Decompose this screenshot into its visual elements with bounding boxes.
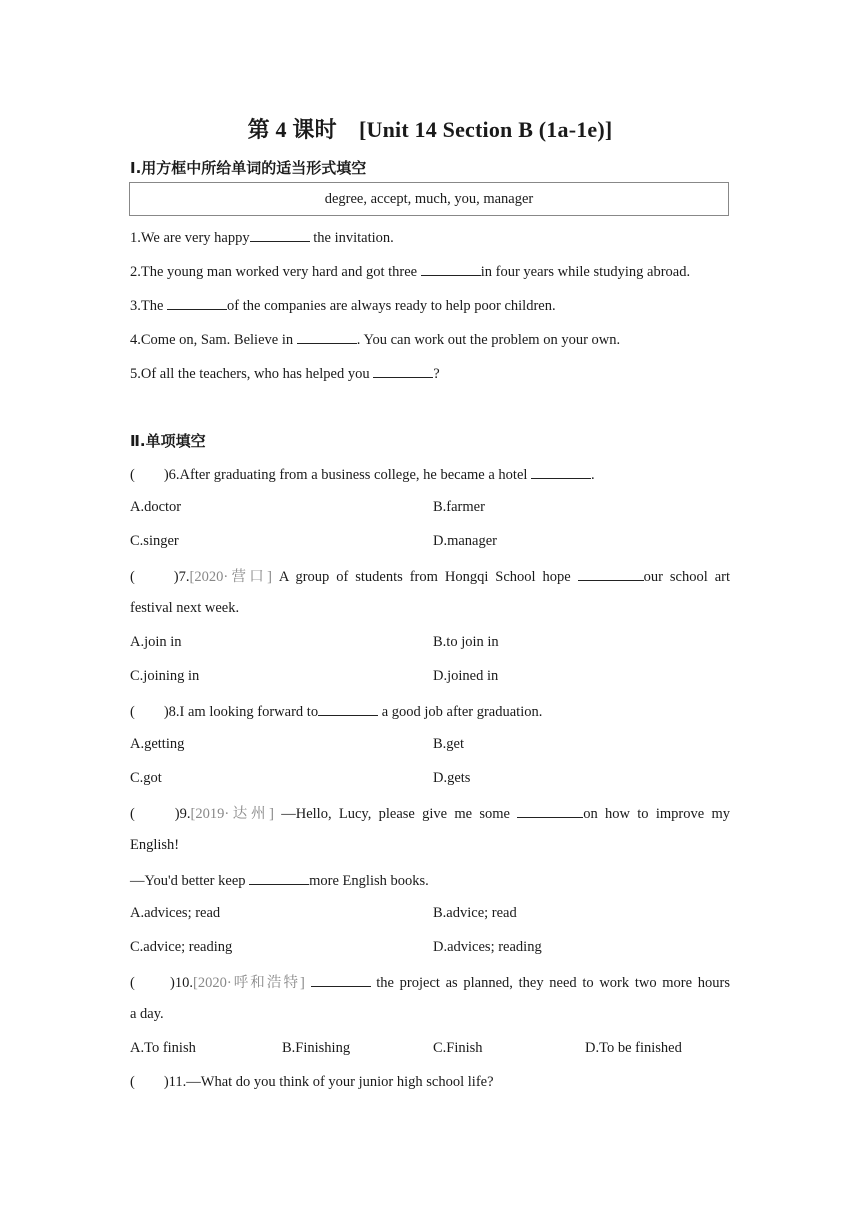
- option-d[interactable]: D.gets: [433, 770, 471, 786]
- word-box-text: degree, accept, much, you, manager: [324, 190, 534, 207]
- section1-heading: Ⅰ.用方框中所给单词的适当形式填空: [130, 159, 367, 177]
- question-9-reply: —You'd better keep more English books.: [130, 870, 730, 890]
- question-9-cont: English!: [130, 837, 180, 853]
- fill-item-2: 2.The young man worked very hard and got three in four years while studying abroad.: [130, 261, 730, 281]
- option-c[interactable]: C.got: [130, 770, 162, 786]
- answer-blank[interactable]: [318, 701, 378, 716]
- answer-blank[interactable]: [297, 329, 357, 344]
- option-b[interactable]: B.advice; read: [433, 905, 517, 921]
- answer-blank[interactable]: [167, 295, 227, 310]
- question-10-cont: a day.: [130, 1006, 164, 1022]
- option-a[interactable]: A.doctor: [130, 499, 182, 515]
- question-7-cont: festival next week.: [130, 600, 240, 616]
- option-d[interactable]: D.advices; reading: [433, 939, 542, 955]
- option-a[interactable]: A.advices; read: [130, 905, 221, 921]
- fill-item-5: 5.Of all the teachers, who has helped you ?: [130, 363, 730, 383]
- option-b[interactable]: B.Finishing: [282, 1040, 351, 1056]
- option-c[interactable]: C.advice; reading: [130, 939, 233, 955]
- option-a[interactable]: A.getting: [130, 736, 185, 752]
- answer-blank[interactable]: [578, 566, 644, 581]
- option-d[interactable]: D.manager: [433, 533, 498, 549]
- answer-blank[interactable]: [517, 803, 583, 818]
- answer-blank[interactable]: [311, 972, 371, 987]
- option-c[interactable]: C.Finish: [433, 1040, 483, 1056]
- option-d[interactable]: D.To be finished: [585, 1040, 682, 1056]
- fill-item-1: 1.We are very happy the invitation.: [130, 227, 730, 247]
- page-title: 第 4 课时 [Unit 14 Section B (1a-1e)]: [247, 117, 613, 142]
- answer-blank[interactable]: [250, 227, 310, 242]
- option-c[interactable]: C.joining in: [130, 668, 200, 684]
- answer-blank[interactable]: [531, 464, 591, 479]
- question-6: ( )6.After graduating from a business college, he became a hotel .: [130, 464, 730, 484]
- fill-item-3: 3.The of the companies are always ready to help poor children.: [130, 295, 730, 315]
- question-8: ( )8.I am looking forward to a good job after graduation.: [130, 701, 730, 721]
- option-a[interactable]: A.join in: [130, 634, 182, 650]
- option-d[interactable]: D.joined in: [433, 668, 499, 684]
- answer-blank[interactable]: [249, 870, 309, 885]
- word-box: [129, 182, 729, 216]
- question-10: ( )10.[2020·呼和浩特] the project as planned, they need to work two more hours: [130, 972, 730, 992]
- option-b[interactable]: B.farmer: [433, 499, 485, 515]
- answer-blank[interactable]: [421, 261, 481, 276]
- question-9: ( )9.[2019·达州] —Hello, Lucy, please give me some on how to improve my: [130, 803, 730, 823]
- fill-item-4: 4.Come on, Sam. Believe in . You can work out the problem on your own.: [130, 329, 730, 349]
- option-a[interactable]: A.To finish: [130, 1040, 196, 1056]
- question-7: ( )7.[2020·营口] A group of students from Hongqi School hope our school art: [130, 566, 730, 586]
- question-source: [2020·呼和浩特]: [193, 975, 305, 991]
- question-source: [2020·营口]: [189, 569, 272, 585]
- option-c[interactable]: C.singer: [130, 533, 179, 549]
- answer-blank[interactable]: [373, 363, 433, 378]
- question-11: ( )11.—What do you think of your junior high school life?: [130, 1074, 494, 1090]
- option-b[interactable]: B.get: [433, 736, 465, 752]
- section2-heading: Ⅱ.单项填空: [130, 432, 206, 450]
- question-source: [2019·达州]: [190, 806, 274, 822]
- option-b[interactable]: B.to join in: [433, 634, 499, 650]
